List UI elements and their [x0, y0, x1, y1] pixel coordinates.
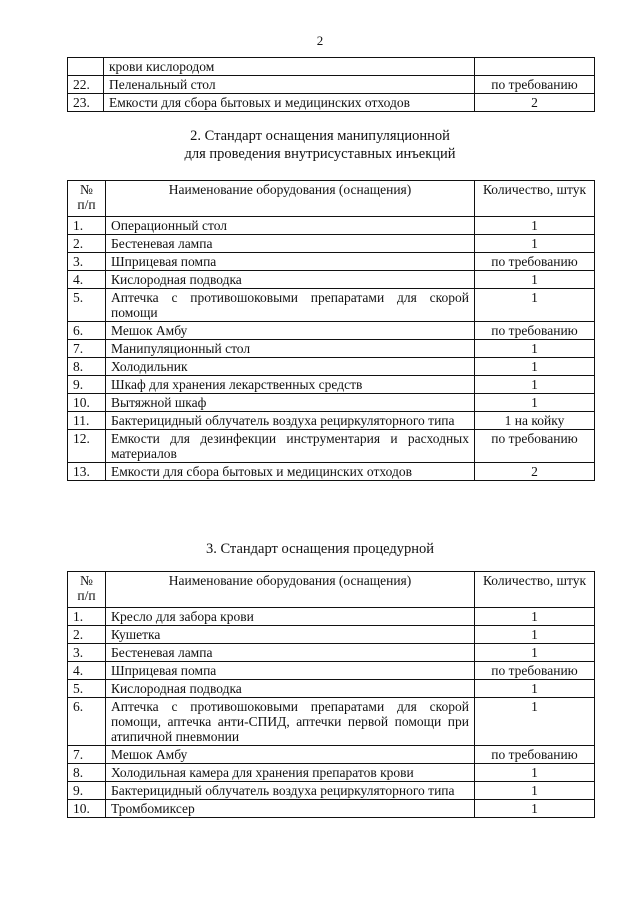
row-quantity: 1: [475, 217, 595, 235]
table-row: [68, 340, 595, 358]
page-number: 2: [316, 33, 324, 48]
row-quantity: по требованию: [475, 662, 595, 680]
row-quantity: 2: [475, 463, 595, 481]
header-qty: Количество, штук: [475, 181, 595, 217]
section-2-table: [67, 180, 595, 481]
row-number: 23.: [68, 94, 104, 112]
table-row: [68, 289, 595, 322]
row-equipment-name: крови кислородом: [104, 58, 475, 76]
row-quantity: 1 на койку: [475, 412, 595, 430]
header-name: Наименование оборудования (оснащения): [106, 572, 475, 608]
section-2-title-line2: для проведения внутрисуставных инъекций: [184, 146, 456, 162]
row-number: 2.: [68, 235, 106, 253]
section-3-title: 3. Стандарт оснащения процедурной: [205, 541, 435, 557]
row-equipment-name: Операционный стол: [106, 217, 475, 235]
row-equipment-name: Вытяжной шкаф: [106, 394, 475, 412]
row-quantity: 1: [475, 800, 595, 818]
row-number: 9.: [68, 782, 106, 800]
row-quantity: 1: [475, 358, 595, 376]
row-quantity: 1: [475, 235, 595, 253]
section-2-title: [0, 127, 640, 163]
row-equipment-name: Мешок Амбу: [106, 322, 475, 340]
table-row: [68, 76, 595, 94]
row-number: 7.: [68, 340, 106, 358]
row-number: 12.: [68, 430, 106, 463]
row-number: 5.: [68, 680, 106, 698]
row-quantity: по требованию: [475, 322, 595, 340]
row-number: 10.: [68, 394, 106, 412]
table-row: [68, 644, 595, 662]
row-equipment-name: Бактерицидный облучатель воздуха рециркуляторного типа: [106, 782, 475, 800]
row-equipment-name: Шкаф для хранения лекарственных средств: [106, 376, 475, 394]
row-equipment-name: Емкости для дезинфекции инструментария и расходных материалов: [106, 430, 475, 463]
table-row: [68, 358, 595, 376]
table-row: [68, 394, 595, 412]
table-row: [68, 626, 595, 644]
row-equipment-name: Пеленальный стол: [104, 76, 475, 94]
row-number: 6.: [68, 322, 106, 340]
row-number: [68, 58, 104, 76]
row-number: 4.: [68, 662, 106, 680]
row-number: 4.: [68, 271, 106, 289]
row-quantity: по требованию: [475, 76, 595, 94]
row-number: 3.: [68, 644, 106, 662]
table-row: [68, 322, 595, 340]
row-equipment-name: Кресло для забора крови: [106, 608, 475, 626]
row-number: 11.: [68, 412, 106, 430]
row-equipment-name: Мешок Амбу: [106, 746, 475, 764]
row-equipment-name: Кислородная подводка: [106, 680, 475, 698]
table-header-row: [68, 572, 595, 608]
row-equipment-name: Шприцевая помпа: [106, 662, 475, 680]
row-quantity: 1: [475, 289, 595, 322]
row-equipment-name: Аптечка с противошоковыми препаратами для скорой помощи, аптечка анти-СПИД, аптечки первой помощи при атипичной пневмонии: [106, 698, 475, 746]
row-quantity: 1: [475, 376, 595, 394]
row-quantity: 1: [475, 608, 595, 626]
row-quantity: 2: [475, 94, 595, 112]
table-row: [68, 608, 595, 626]
row-equipment-name: Кислородная подводка: [106, 271, 475, 289]
table-row: [68, 746, 595, 764]
row-number: 8.: [68, 358, 106, 376]
row-quantity: по требованию: [475, 746, 595, 764]
row-quantity: по требованию: [475, 253, 595, 271]
row-quantity: 1: [475, 698, 595, 746]
table-row: [68, 680, 595, 698]
row-number: 9.: [68, 376, 106, 394]
table-row: [68, 412, 595, 430]
table-row: [68, 253, 595, 271]
table-row: [68, 58, 595, 76]
row-equipment-name: Шприцевая помпа: [106, 253, 475, 271]
row-quantity: 1: [475, 680, 595, 698]
table-header-row: [68, 181, 595, 217]
table-row: [68, 94, 595, 112]
row-quantity: 1: [475, 782, 595, 800]
row-quantity: [475, 58, 595, 76]
row-equipment-name: Кушетка: [106, 626, 475, 644]
row-quantity: 1: [475, 644, 595, 662]
row-equipment-name: Бестеневая лампа: [106, 235, 475, 253]
table-row: [68, 764, 595, 782]
continuation-table: [67, 57, 595, 112]
header-num: № п/п: [68, 572, 106, 608]
section-2-title-line1: 2. Стандарт оснащения манипуляционной: [190, 128, 450, 144]
row-number: 5.: [68, 289, 106, 322]
row-quantity: 1: [475, 340, 595, 358]
row-equipment-name: Холодильная камера для хранения препаратов крови: [106, 764, 475, 782]
row-quantity: 1: [475, 626, 595, 644]
table-row: [68, 463, 595, 481]
row-equipment-name: Емкости для сбора бытовых и медицинских отходов: [106, 463, 475, 481]
row-number: 6.: [68, 698, 106, 746]
row-equipment-name: Бестеневая лампа: [106, 644, 475, 662]
row-number: 1.: [68, 608, 106, 626]
row-number: 1.: [68, 217, 106, 235]
row-number: 3.: [68, 253, 106, 271]
row-equipment-name: Тромбомиксер: [106, 800, 475, 818]
table-row: [68, 782, 595, 800]
table-row: [68, 235, 595, 253]
row-number: 2.: [68, 626, 106, 644]
table-row: [68, 800, 595, 818]
table-row: [68, 376, 595, 394]
row-number: 8.: [68, 764, 106, 782]
table-row: [68, 662, 595, 680]
row-number: 13.: [68, 463, 106, 481]
row-number: 22.: [68, 76, 104, 94]
section-3-table: [67, 571, 595, 818]
header-num: № п/п: [68, 181, 106, 217]
row-equipment-name: Аптечка с противошоковыми препаратами для скорой помощи: [106, 289, 475, 322]
row-equipment-name: Холодильник: [106, 358, 475, 376]
table-row: [68, 217, 595, 235]
header-name: Наименование оборудования (оснащения): [106, 181, 475, 217]
row-number: 10.: [68, 800, 106, 818]
row-quantity: по требованию: [475, 430, 595, 463]
row-number: 7.: [68, 746, 106, 764]
row-quantity: 1: [475, 394, 595, 412]
row-quantity: 1: [475, 271, 595, 289]
table-row: [68, 698, 595, 746]
row-quantity: 1: [475, 764, 595, 782]
row-equipment-name: Емкости для сбора бытовых и медицинских отходов: [104, 94, 475, 112]
row-equipment-name: Бактерицидный облучатель воздуха рециркуляторного типа: [106, 412, 475, 430]
header-qty: Количество, штук: [475, 572, 595, 608]
table-row: [68, 430, 595, 463]
row-equipment-name: Манипуляционный стол: [106, 340, 475, 358]
table-row: [68, 271, 595, 289]
